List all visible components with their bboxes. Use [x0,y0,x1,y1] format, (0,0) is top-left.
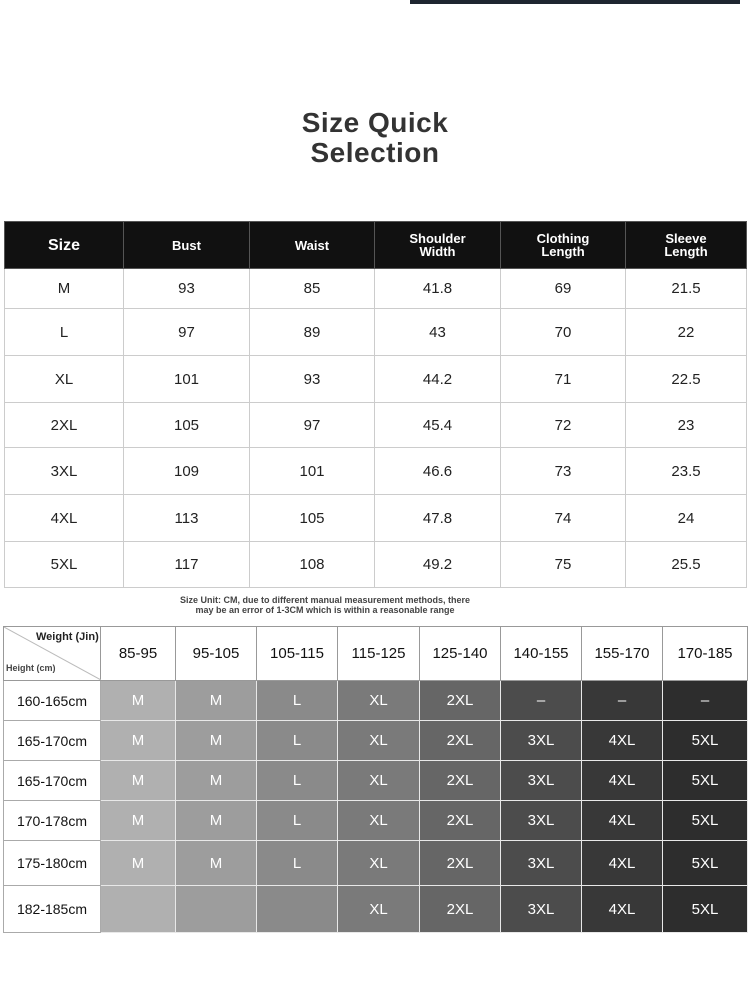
size-header-cell: Size [5,222,124,269]
note-line-1: Size Unit: CM, due to different manual measurement methods, there [179,595,471,605]
recommended-size-cell: M [101,841,176,886]
size-header-cell: Clothing Length [501,222,626,269]
size-cell: 25.5 [626,542,747,588]
recommended-size-cell: 5XL [663,801,748,841]
weight-range-header: 115-125 [338,627,420,681]
recommended-size-cell [257,886,338,933]
height-row [4,841,748,886]
recommended-size-cell: 3XL [501,801,582,841]
size-cell: 73 [501,448,626,495]
recommended-size-cell: XL [338,761,420,801]
recommended-size-cell: XL [338,886,420,933]
size-chart-table [4,221,747,588]
size-cell: 24 [626,495,747,542]
size-header-cell: Waist [250,222,375,269]
recommended-size-cell: M [101,761,176,801]
height-axis-label: Height (cm) [6,663,56,673]
size-cell: 23.5 [626,448,747,495]
weight-range-header: 170-185 [663,627,748,681]
size-row [5,356,747,403]
recommended-size-cell: M [101,721,176,761]
recommended-size-cell: 4XL [582,886,663,933]
size-cell: 74 [501,495,626,542]
size-cell: 71 [501,356,626,403]
size-cell: 105 [250,495,375,542]
size-cell: XL [5,356,124,403]
size-cell: 22.5 [626,356,747,403]
size-row [5,269,747,309]
size-cell: 89 [250,309,375,356]
height-row [4,801,748,841]
weight-height-table [3,626,748,933]
size-cell: 93 [250,356,375,403]
height-row [4,721,748,761]
height-range-cell: 170-178cm [4,801,101,841]
size-cell: 43 [375,309,501,356]
recommended-size-cell: XL [338,841,420,886]
recommended-size-cell: M [176,681,257,721]
size-cell: 69 [501,269,626,309]
size-cell: 22 [626,309,747,356]
size-cell: 4XL [5,495,124,542]
size-cell: 108 [250,542,375,588]
recommended-size-cell: – [501,681,582,721]
height-range-cell: 165-170cm [4,761,101,801]
size-cell: 41.8 [375,269,501,309]
size-cell: 2XL [5,403,124,448]
recommended-size-cell: XL [338,721,420,761]
size-cell: 5XL [5,542,124,588]
recommended-size-cell: 2XL [420,761,501,801]
recommended-size-cell: 3XL [501,886,582,933]
size-cell: 85 [250,269,375,309]
size-cell: 21.5 [626,269,747,309]
weight-range-header: 125-140 [420,627,501,681]
size-row [5,448,747,495]
height-row [4,681,748,721]
recommended-size-cell: 5XL [663,761,748,801]
recommended-size-cell: 2XL [420,841,501,886]
recommended-size-cell: L [257,721,338,761]
weight-range-header: 95-105 [176,627,257,681]
recommended-size-cell: 2XL [420,681,501,721]
corner-cell [4,627,101,681]
recommended-size-cell: L [257,681,338,721]
recommended-size-cell: M [176,841,257,886]
recommended-size-cell: 2XL [420,886,501,933]
weight-range-header: 105-115 [257,627,338,681]
size-cell: 70 [501,309,626,356]
weight-range-header: 140-155 [501,627,582,681]
title-line-1: Size Quick [301,107,449,138]
size-cell: 46.6 [375,448,501,495]
size-header-cell: Bust [124,222,250,269]
recommended-size-cell: XL [338,801,420,841]
size-header-row [5,222,747,269]
size-cell: 47.8 [375,495,501,542]
height-range-cell: 175-180cm [4,841,101,886]
recommended-size-cell [176,886,257,933]
size-header-cell: Sleeve Length [626,222,747,269]
size-cell: 93 [124,269,250,309]
size-cell: L [5,309,124,356]
recommended-size-cell: M [176,721,257,761]
size-header-cell: Shoulder Width [375,222,501,269]
recommended-size-cell: M [176,761,257,801]
size-row [5,495,747,542]
weight-range-header: 155-170 [582,627,663,681]
recommended-size-cell: M [101,681,176,721]
size-cell: 105 [124,403,250,448]
recommended-size-cell: – [663,681,748,721]
page-title [0,108,750,168]
note-line-2: may be an error of 1-3CM which is within a reasonable range [195,605,455,615]
size-cell: 109 [124,448,250,495]
size-cell: 97 [124,309,250,356]
top-image-strip [410,0,740,4]
recommended-size-cell: 3XL [501,721,582,761]
recommended-size-cell: M [176,801,257,841]
recommended-size-cell [101,886,176,933]
size-cell: 44.2 [375,356,501,403]
recommended-size-cell: 5XL [663,841,748,886]
size-cell: 117 [124,542,250,588]
size-cell: 75 [501,542,626,588]
size-cell: 23 [626,403,747,448]
recommended-size-cell: 4XL [582,841,663,886]
size-cell: 49.2 [375,542,501,588]
recommended-size-cell: – [582,681,663,721]
height-range-cell: 160-165cm [4,681,101,721]
size-cell: M [5,269,124,309]
recommended-size-cell: 4XL [582,801,663,841]
recommended-size-cell: 5XL [663,886,748,933]
recommended-size-cell: 2XL [420,801,501,841]
recommended-size-cell: L [257,841,338,886]
measurement-note [150,595,500,615]
title-line-2: Selection [310,137,440,168]
size-cell: 97 [250,403,375,448]
size-row [5,542,747,588]
size-cell: 3XL [5,448,124,495]
size-row [5,309,747,356]
size-cell: 101 [124,356,250,403]
weight-axis-label: Weight (Jin) [36,631,99,643]
size-cell: 101 [250,448,375,495]
recommended-size-cell: 4XL [582,721,663,761]
recommended-size-cell: L [257,761,338,801]
height-row [4,886,748,933]
recommended-size-cell: XL [338,681,420,721]
weight-range-header: 85-95 [101,627,176,681]
height-range-cell: 182-185cm [4,886,101,933]
weight-header-row [4,627,748,681]
size-row [5,403,747,448]
recommended-size-cell: 3XL [501,761,582,801]
height-row [4,761,748,801]
recommended-size-cell: 5XL [663,721,748,761]
size-cell: 113 [124,495,250,542]
height-range-cell: 165-170cm [4,721,101,761]
recommended-size-cell: L [257,801,338,841]
recommended-size-cell: 4XL [582,761,663,801]
size-cell: 45.4 [375,403,501,448]
recommended-size-cell: 2XL [420,721,501,761]
recommended-size-cell: M [101,801,176,841]
recommended-size-cell: 3XL [501,841,582,886]
size-cell: 72 [501,403,626,448]
